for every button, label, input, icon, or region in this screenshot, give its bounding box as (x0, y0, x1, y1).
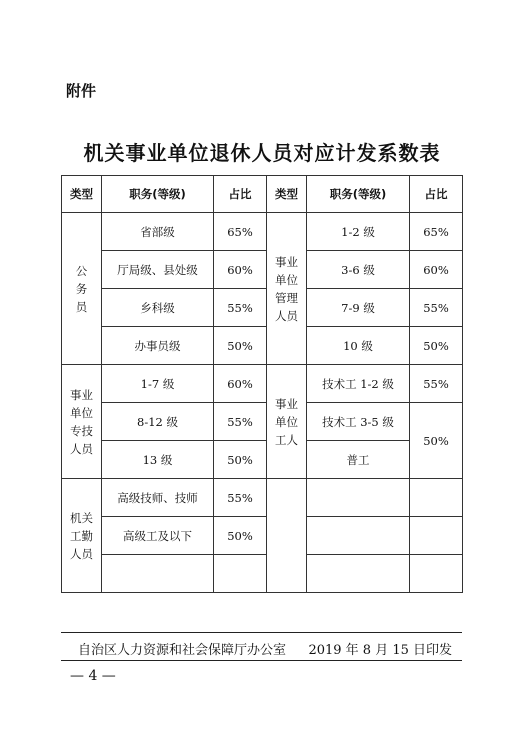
position-cell: 普工 (307, 441, 410, 479)
attachment-label: 附件 (66, 82, 97, 100)
ratio-cell: 50% (410, 327, 463, 365)
page-title: 机关事业单位退休人员对应计发系数表 (83, 141, 441, 165)
empty-cell (307, 479, 410, 517)
ratio-cell: 55% (214, 289, 267, 327)
group-institution-tech: 事业 单位 专技 人员 (62, 365, 102, 479)
table-row (62, 365, 463, 403)
table-row (62, 327, 463, 365)
header-ratio: 占比 (410, 176, 463, 213)
position-cell: 厅局级、县处级 (102, 251, 214, 289)
position-cell: 10 级 (307, 327, 410, 365)
group-institution-worker: 事业 单位 工人 (267, 365, 307, 479)
position-cell: 乡科级 (102, 289, 214, 327)
table-row (62, 555, 463, 593)
issue-date: 2019 年 8 月 15 日印发 (308, 643, 452, 658)
ratio-cell: 55% (214, 479, 267, 517)
position-cell: 1-2 级 (307, 213, 410, 251)
ratio-cell: 55% (410, 365, 463, 403)
header-type: 类型 (62, 176, 102, 213)
header-position: 职务(等级) (102, 176, 214, 213)
position-cell: 1-7 级 (102, 365, 214, 403)
header-position: 职务(等级) (307, 176, 410, 213)
empty-cell (410, 479, 463, 517)
empty-cell (410, 555, 463, 593)
empty-cell (102, 555, 214, 593)
ratio-cell: 65% (410, 213, 463, 251)
table-row (62, 213, 463, 251)
group-organ-worker: 机关 工勤 人员 (62, 479, 102, 593)
table-row (62, 517, 463, 555)
position-cell: 7-9 级 (307, 289, 410, 327)
position-cell: 高级技师、技师 (102, 479, 214, 517)
group-institution-mgmt: 事业 单位 管理 人员 (267, 213, 307, 365)
position-cell: 3-6 级 (307, 251, 410, 289)
footer-rule-bottom (61, 660, 462, 661)
empty-cell (214, 555, 267, 593)
position-cell: 技术工 3-5 级 (307, 403, 410, 441)
table-row (62, 479, 463, 517)
ratio-cell: 60% (214, 365, 267, 403)
ratio-cell-merged: 50% (410, 403, 463, 479)
ratio-cell: 50% (214, 517, 267, 555)
empty-cell (307, 555, 410, 593)
ratio-cell: 50% (214, 327, 267, 365)
table-row (62, 251, 463, 289)
ratio-cell: 55% (214, 403, 267, 441)
issuing-office: 自治区人力资源和社会保障厅办公室 (78, 643, 287, 658)
table-row (62, 441, 463, 479)
table-row (62, 289, 463, 327)
empty-cell (307, 517, 410, 555)
group-civil-servant: 公 务 员 (62, 213, 102, 365)
ratio-cell: 50% (214, 441, 267, 479)
position-cell: 13 级 (102, 441, 214, 479)
position-cell: 技术工 1-2 级 (307, 365, 410, 403)
position-cell: 8-12 级 (102, 403, 214, 441)
empty-cell (410, 517, 463, 555)
position-cell: 高级工及以下 (102, 517, 214, 555)
position-cell: 办事员级 (102, 327, 214, 365)
page-number: — 4 — (70, 668, 116, 684)
ratio-cell: 60% (410, 251, 463, 289)
table-row (62, 403, 463, 441)
ratio-cell: 60% (214, 251, 267, 289)
footer-rule-top (61, 632, 462, 633)
position-cell: 省部级 (102, 213, 214, 251)
ratio-cell: 65% (214, 213, 267, 251)
empty-cell (267, 479, 307, 593)
coefficient-table (61, 175, 463, 593)
header-ratio: 占比 (214, 176, 267, 213)
header-type: 类型 (267, 176, 307, 213)
table-header-row (62, 176, 463, 213)
ratio-cell: 55% (410, 289, 463, 327)
